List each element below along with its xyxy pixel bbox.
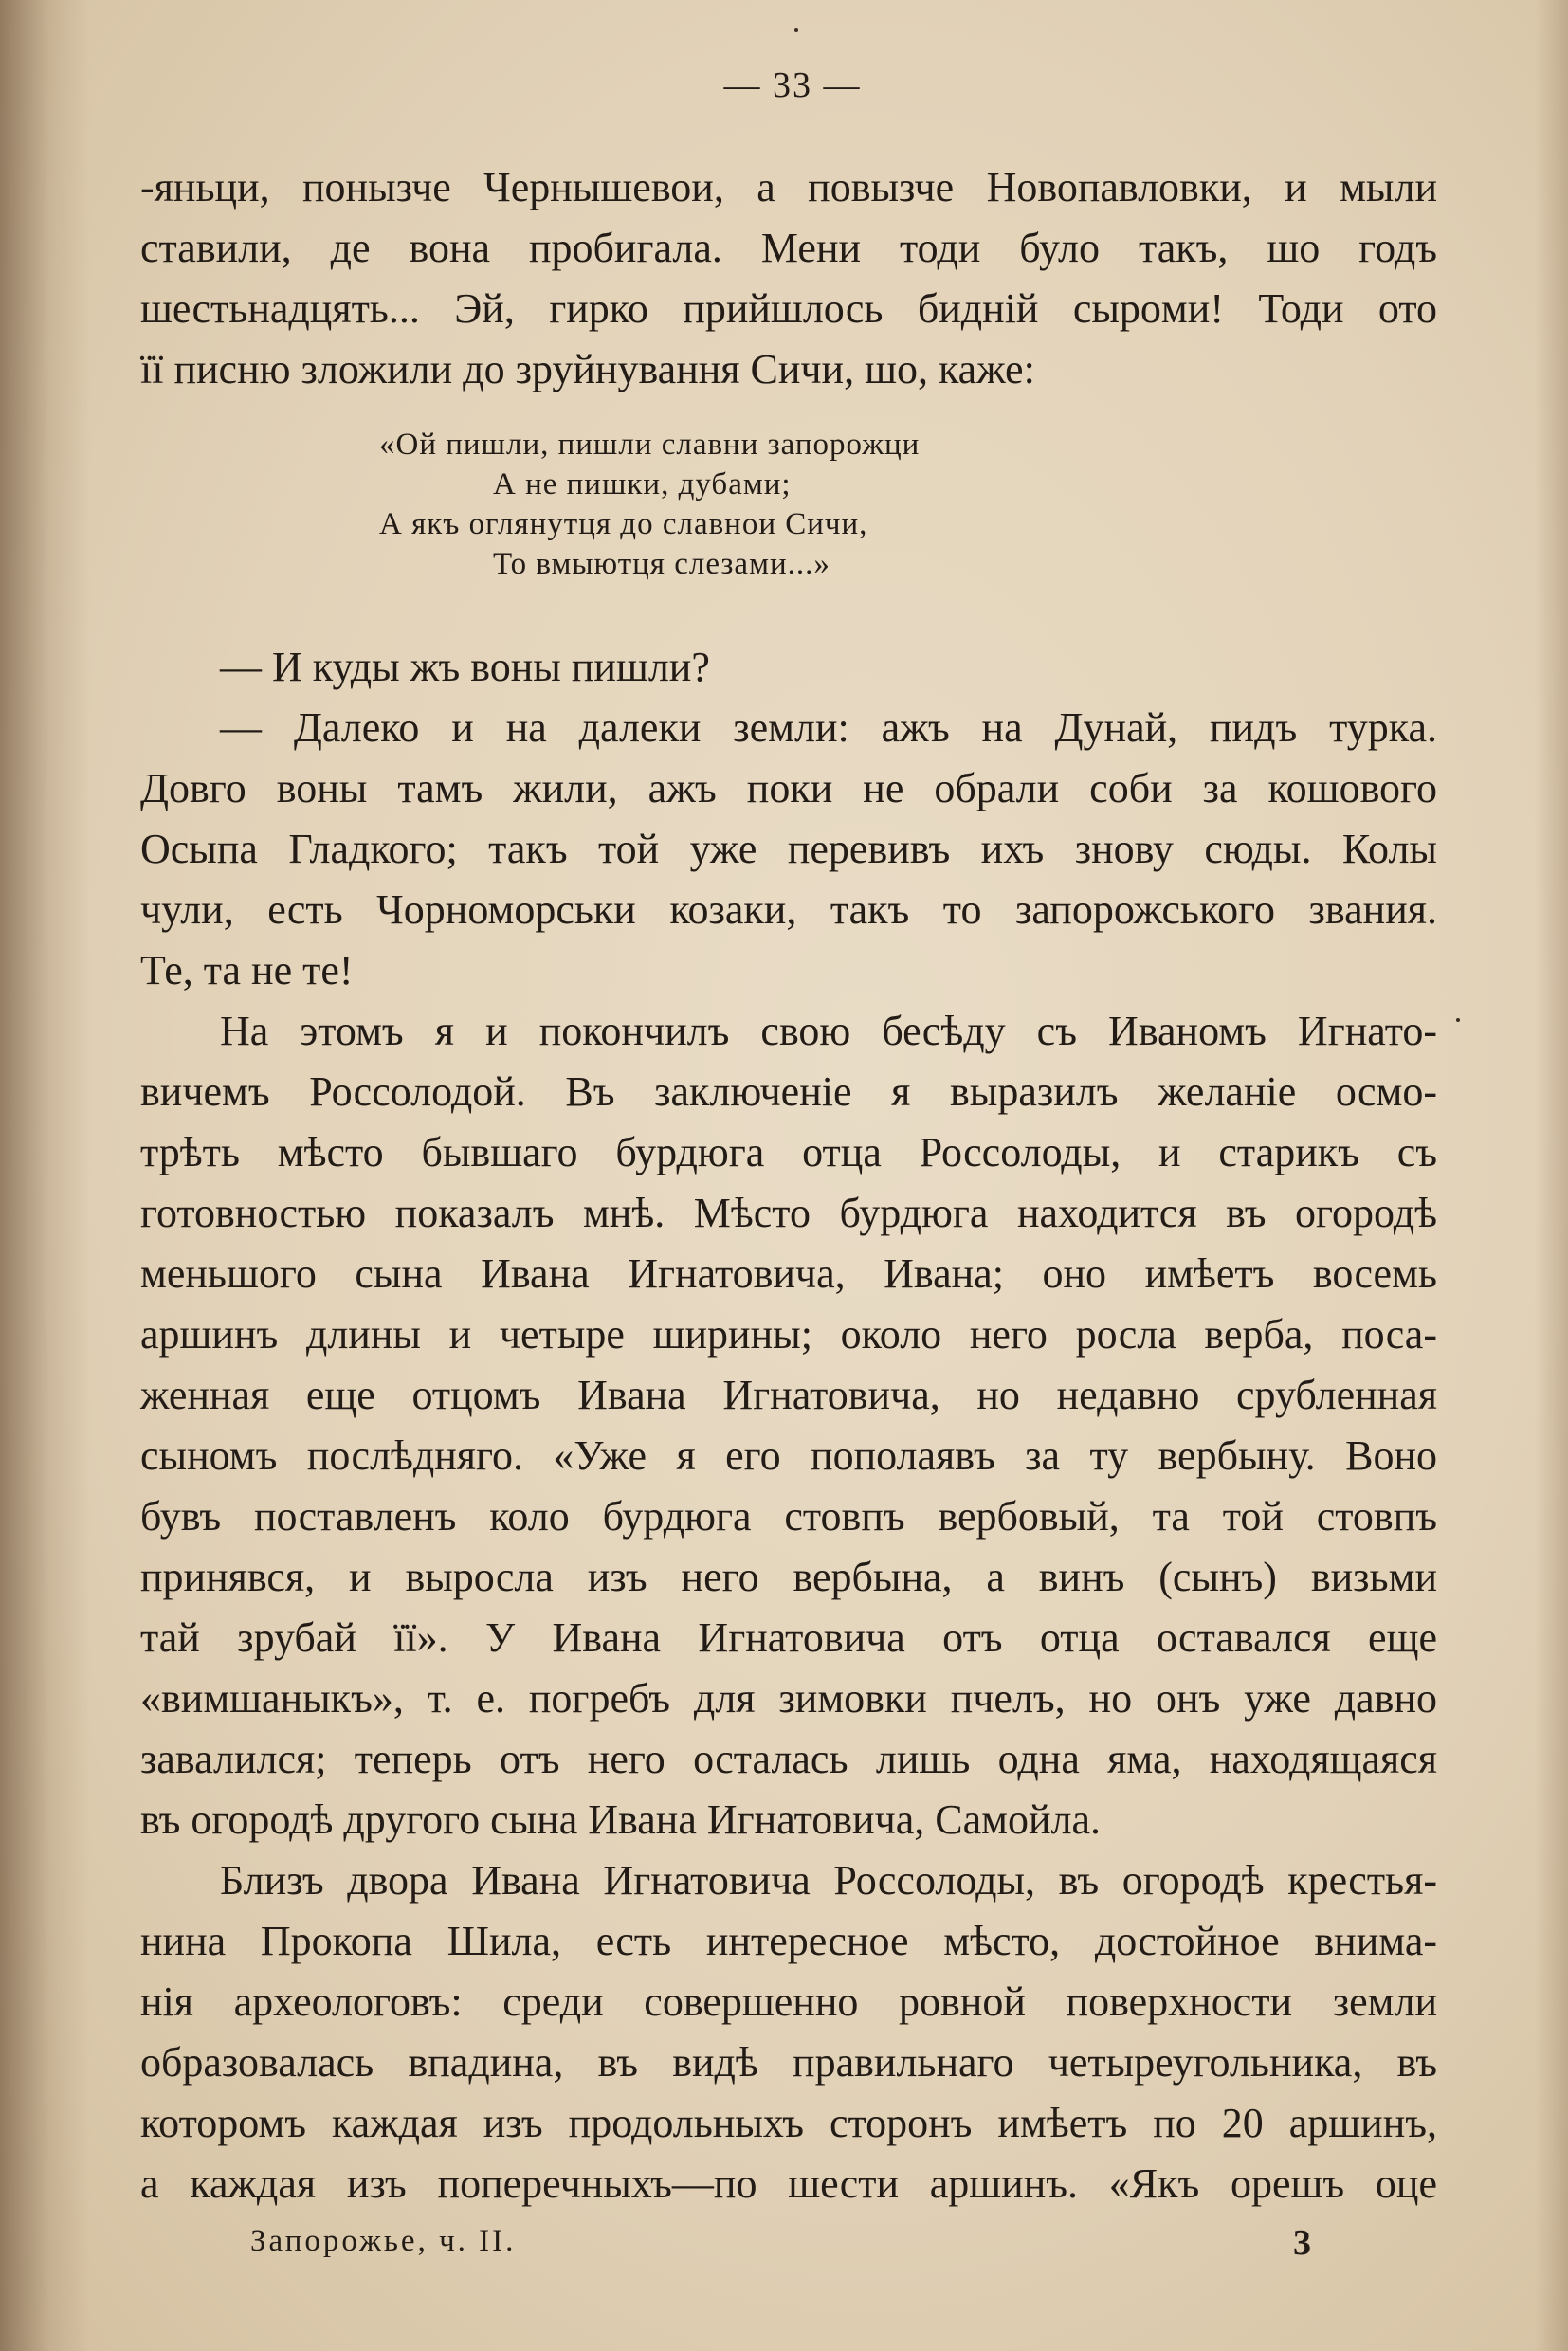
poem-line: А якъ оглянутця до славнои Сичи, xyxy=(379,507,868,541)
text-line: Осыпа Гладкого; такъ той уже перевивъ ихъ знову сюды. Колы xyxy=(140,826,1437,872)
poem-line: То вмыютця слезами...» xyxy=(493,547,830,581)
text-line: — И куды жъ воны пишли? xyxy=(220,644,710,690)
text-line: ïï писню зложили до зруйнування Сичи, шо, каже: xyxy=(140,346,1035,392)
text-line: въ огородѣ другого сына Ивана Игнатовича, Самойла. xyxy=(140,1796,1101,1843)
text-line: завалился; теперь отъ него осталась лишь одна яма, находящаяся xyxy=(140,1736,1437,1782)
text-line: шестьнадцять... Эй, гирко прийшлось биднiй сырoми! Тоди ото xyxy=(140,285,1437,332)
text-line: принявся, и выросла изъ него вербына, а винъ (сынъ) визьми xyxy=(140,1554,1437,1600)
text-line: Близъ двора Ивана Игнатовича Россолоды, въ огородѣ крестья- xyxy=(220,1857,1437,1904)
text-line: женная еще отцомъ Ивана Игнатовича, но недавно срубленная xyxy=(140,1372,1437,1418)
text-line: Те, та не те! xyxy=(140,947,354,993)
text-line: нина Прокопа Шила, есть интересное мѣсто, достойное внима- xyxy=(140,1918,1437,1964)
ink-speck xyxy=(794,28,798,32)
running-footer-title: Запорожье, ч. II. xyxy=(250,2224,517,2258)
text-line: меньшого сына Ивана Игнатовича, Ивана; оно имѣетъ восемь xyxy=(140,1250,1437,1297)
ink-speck xyxy=(1456,1018,1460,1022)
text-line: тай зрубай ïï». У Ивана Игнатовича отъ отца оставался еще xyxy=(140,1614,1437,1661)
text-line: а каждая изъ поперечныхъ—по шести аршинъ. «Якъ орешъ оце xyxy=(140,2160,1437,2207)
text-line: ставили, де вона пробигала. Мени тоди було такъ, шо годъ xyxy=(140,225,1437,271)
poem-line: «Ой пишли, пишли славни запорожци xyxy=(379,428,921,462)
text-line: аршинъ длины и четыре ширины; около него росла верба, поса- xyxy=(140,1311,1437,1358)
paragraph-main xyxy=(140,637,1437,2214)
text-line: чули, есть Чорноморськи козаки, такъ то запорожського звания. xyxy=(140,886,1437,933)
text-line: образовалась впадина, въ видѣ правильнаго четыреугольника, въ xyxy=(140,2039,1437,2086)
page-gutter-shadow xyxy=(0,0,90,2351)
paragraph-intro xyxy=(140,157,1437,400)
text-line: -яньци, понызче Чернышевои, а повызче Новопавловки, и мыли xyxy=(140,164,1437,210)
signature-mark: 3 xyxy=(1293,2223,1311,2263)
page-number: — 33 — xyxy=(723,65,862,105)
page-edge-shadow xyxy=(1535,0,1568,2351)
text-line: сыномъ послѣдняго. «Уже я его пополаявъ за ту вербыну. Воно xyxy=(140,1432,1437,1479)
poem-quote xyxy=(379,425,1100,584)
text-line: бувъ поставленъ коло бурдюга стовпъ вербовый, та той стовпъ xyxy=(140,1493,1437,1540)
text-line: На этомъ я и покончилъ свою бесѣду съ Иваномъ Игнато- xyxy=(220,1008,1437,1054)
text-line: Довго воны тамъ жили, ажъ поки не обрали соби за кошового xyxy=(140,765,1437,811)
text-line: «вимшаныкъ», т. е. погребъ для зимовки пчелъ, но онъ уже давно xyxy=(140,1675,1437,1722)
text-line: которомъ каждая изъ продольныхъ сторонъ имѣетъ по 20 аршинъ, xyxy=(140,2100,1437,2146)
text-line: готовностью показалъ мнѣ. Мѣсто бурдюга находится въ огородѣ xyxy=(140,1190,1437,1236)
poem-line: А не пишки, дубами; xyxy=(493,467,792,501)
text-line: нiя археологовъ: среди совершенно ровной поверхности земли xyxy=(140,1978,1437,2025)
text-line: вичемъ Россолодой. Въ заключенiе я выразилъ желанiе осмо- xyxy=(140,1068,1437,1115)
text-line: — Далеко и на далеки земли: ажъ на Дунай, пидъ турка. xyxy=(220,704,1437,751)
text-line: трѣть мѣсто бывшаго бурдюга отца Россолоды, и старикъ съ xyxy=(140,1129,1437,1176)
